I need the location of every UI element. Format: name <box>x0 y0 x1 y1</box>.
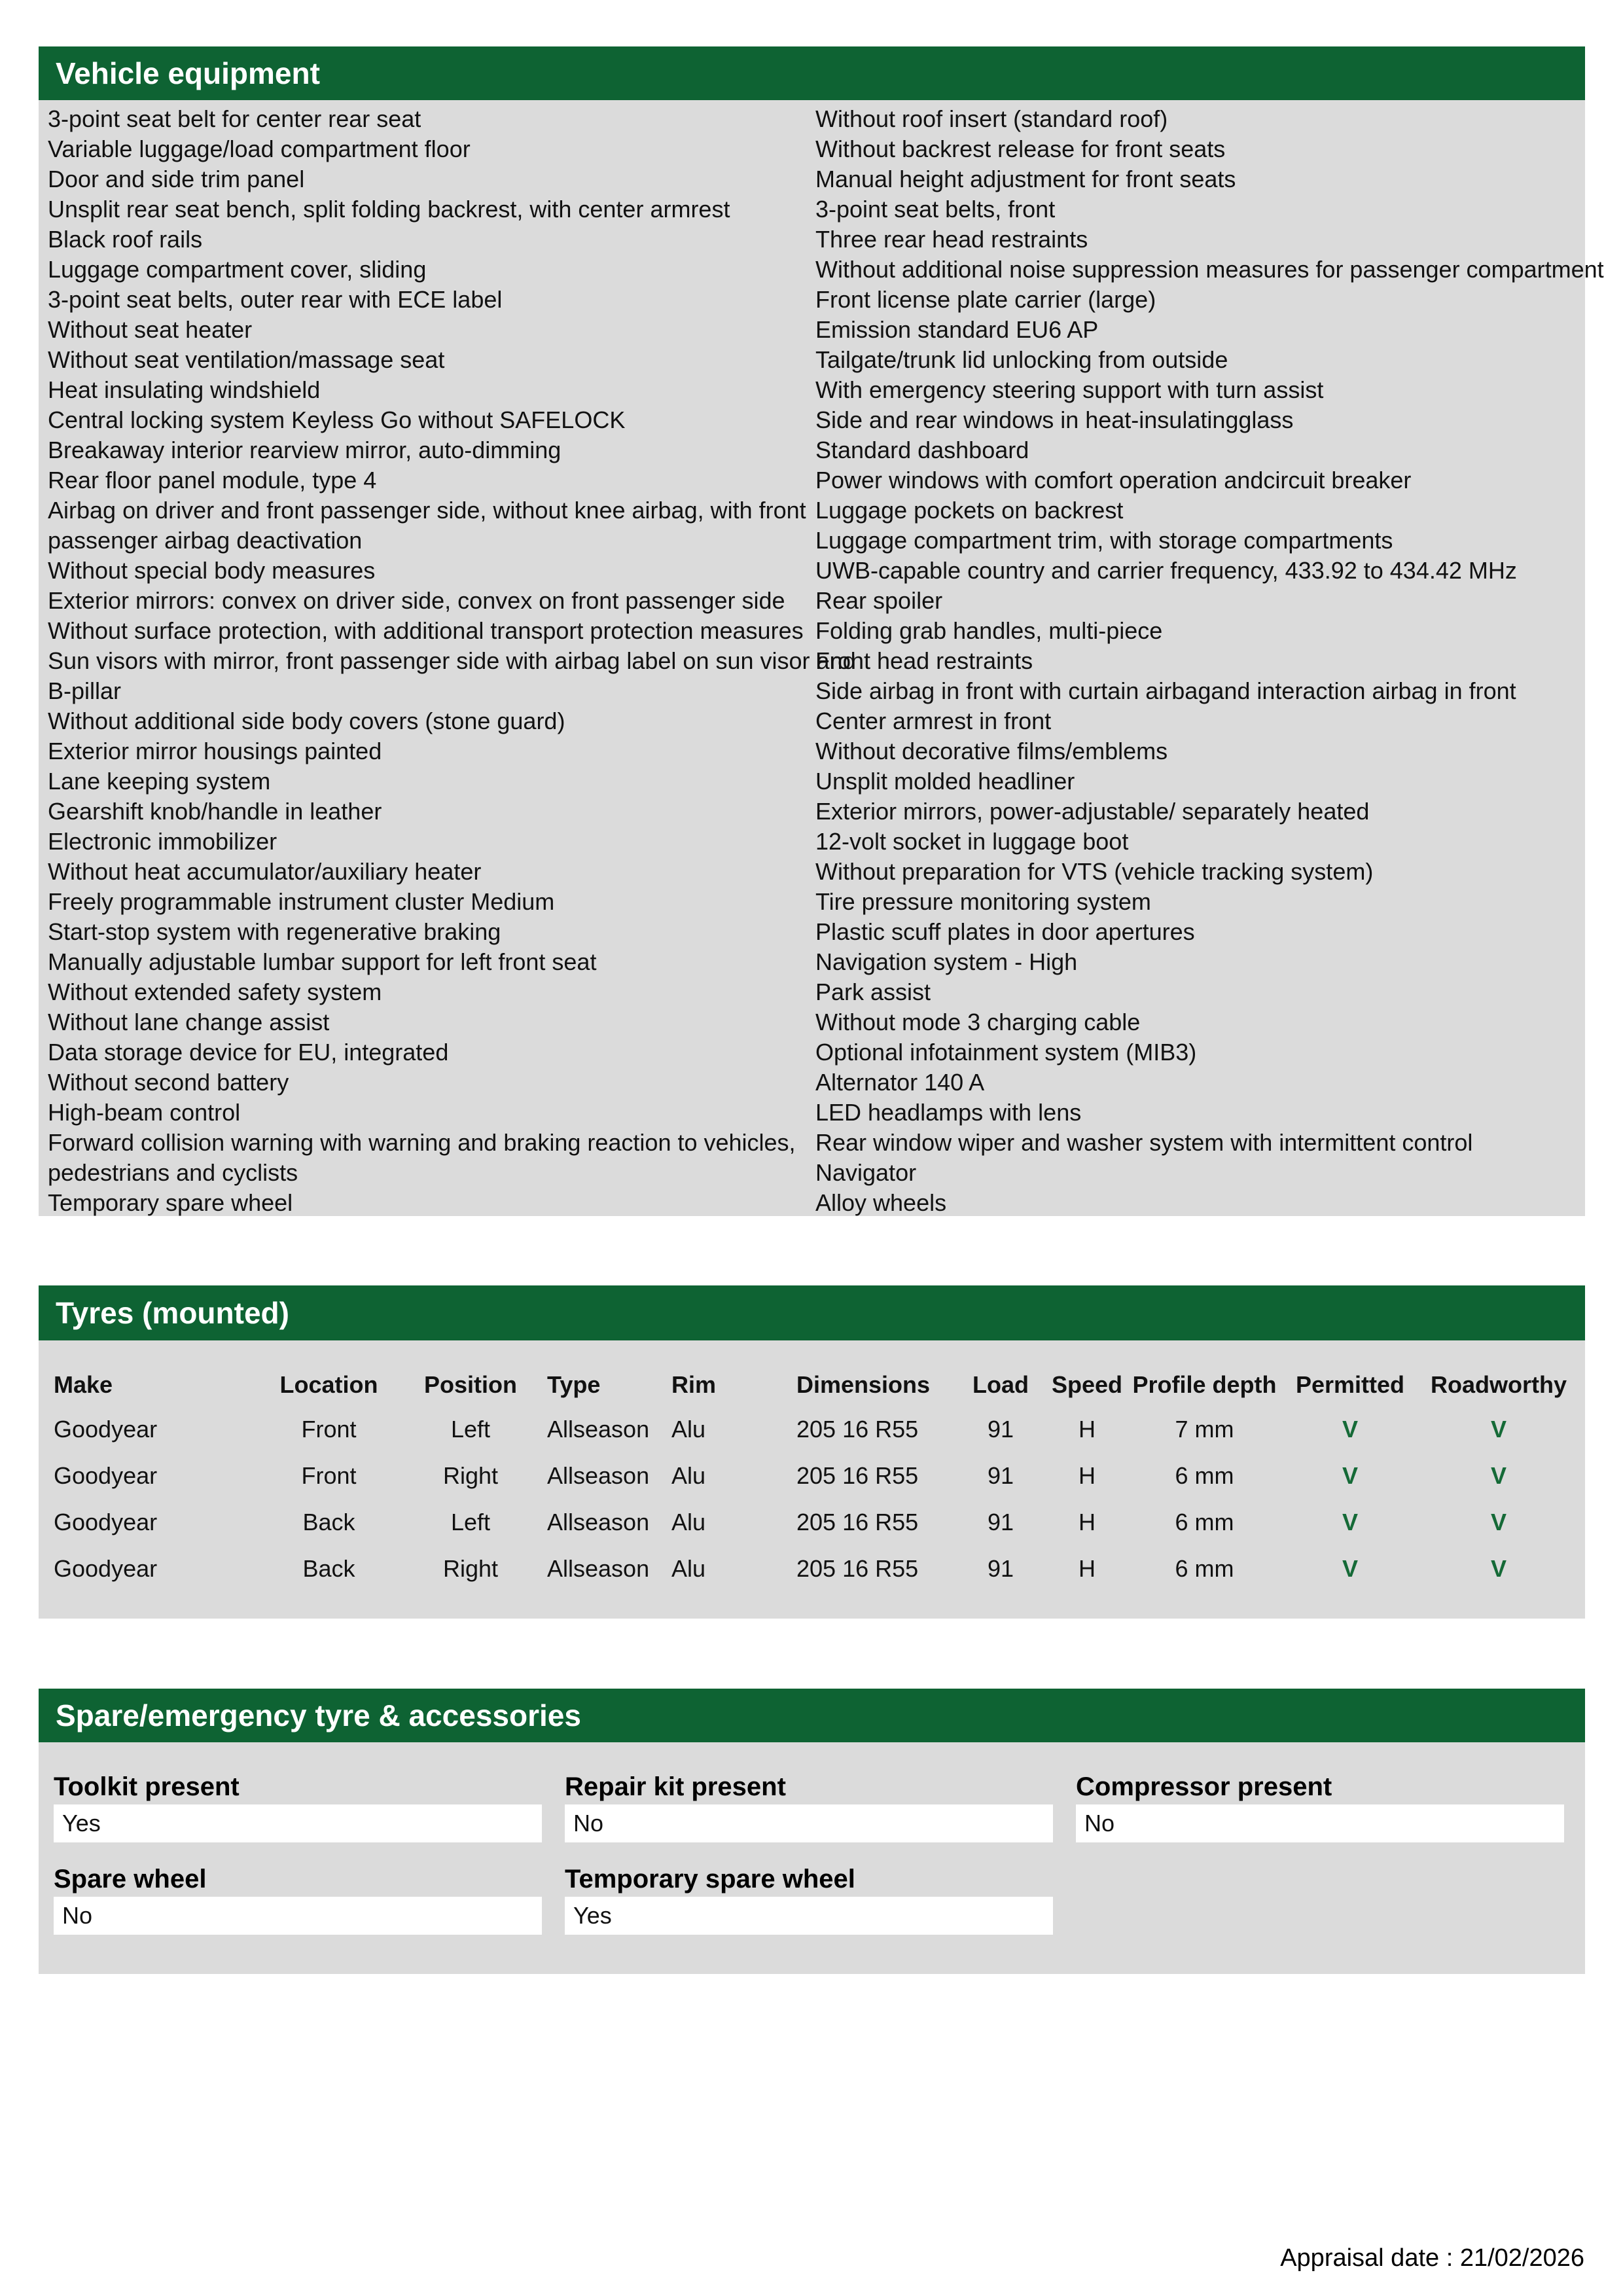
equipment-item: Optional infotainment system (MIB3) <box>815 1039 1197 1066</box>
equipment-item: UWB-capable country and carrier frequency, 433.92 to 434.42 MHz <box>815 557 1517 584</box>
spare-emergency-title: Spare/emergency tyre & accessories <box>56 1698 581 1732</box>
equipment-list-right <box>815 104 1604 1218</box>
equipment-item: pedestrians and cyclists <box>48 1159 298 1186</box>
equipment-item: Without additional side body covers (stone guard) <box>48 708 565 734</box>
tyre-cell: H <box>1079 1462 1096 1489</box>
equipment-item: Start-stop system with regenerative braking <box>48 918 501 945</box>
equipment-item: Plastic scuff plates in door apertures <box>815 918 1195 945</box>
tyres-mounted-header <box>39 1285 1585 1340</box>
spare-field-label: Compressor present <box>1076 1772 1332 1801</box>
equipment-item: Forward collision warning with warning and braking reaction to vehicles, <box>48 1129 796 1156</box>
tyre-cell: 91 <box>987 1554 1014 1582</box>
tyre-column-header: Permitted <box>1295 1371 1405 1398</box>
tyre-cell: Front <box>301 1462 357 1489</box>
equipment-item: Luggage pockets on backrest <box>815 497 1124 524</box>
equipment-item: Tailgate/trunk lid unlocking from outside <box>815 346 1228 373</box>
equipment-item: Breakaway interior rearview mirror, auto-dimming <box>48 437 562 463</box>
equipment-item: Park assist <box>815 978 931 1005</box>
tyre-cell: 91 <box>987 1462 1014 1489</box>
spare-field-value-box: No <box>54 1897 542 1935</box>
tyre-cell: Left <box>450 1415 491 1443</box>
equipment-item: With emergency steering support with turn assist <box>815 376 1324 403</box>
spare-emergency-body <box>39 1742 1585 1974</box>
equipment-item: Folding grab handles, multi-piece <box>815 617 1163 644</box>
spare-field-label: Temporary spare wheel <box>565 1865 855 1893</box>
tyre-cell: Alu <box>671 1415 706 1443</box>
equipment-item: Manual height adjustment for front seats <box>815 166 1236 192</box>
equipment-item: Without heat accumulator/auxiliary heater <box>48 858 482 885</box>
equipment-item: Without additional noise suppression measures for passenger compartment <box>815 256 1604 283</box>
tyre-row <box>54 1499 1585 1545</box>
spare-field-value-box: Yes <box>54 1804 542 1842</box>
vehicle-equipment-section <box>39 46 1604 1216</box>
equipment-item: 3-point seat belts, outer rear with ECE label <box>48 286 503 313</box>
equipment-item: Electronic immobilizer <box>48 828 277 855</box>
tyre-column-header: Dimensions <box>796 1371 931 1398</box>
tyres-table <box>39 1340 1585 1619</box>
spare-field-label: Repair kit present <box>565 1772 786 1801</box>
equipment-item: Without backrest release for front seats <box>815 135 1226 162</box>
spare-field-value-box: No <box>565 1804 1053 1842</box>
equipment-item: Freely programmable instrument cluster Medium <box>48 888 555 915</box>
equipment-item: B-pillar <box>48 677 122 704</box>
tyre-column-header: Rim <box>671 1371 717 1398</box>
equipment-list-left <box>48 104 856 1218</box>
equipment-item: Without surface protection, with additional transport protection measures <box>48 617 804 644</box>
tyre-check-mark: V <box>1342 1415 1358 1443</box>
tyre-cell: Front <box>301 1415 357 1443</box>
equipment-item: Front head restraints <box>815 647 1033 674</box>
equipment-item: Emission standard EU6 AP <box>815 316 1099 343</box>
tyre-row <box>54 1545 1585 1592</box>
tyre-cell: Alu <box>671 1462 706 1489</box>
equipment-item: Exterior mirrors, power-adjustable/ separately heated <box>815 798 1370 825</box>
equipment-item: Without lane change assist <box>48 1009 330 1035</box>
equipment-item: Without special body measures <box>48 557 376 584</box>
tyres-mounted-title: Tyres (mounted) <box>56 1296 289 1330</box>
equipment-item: Heat insulating windshield <box>48 376 321 403</box>
equipment-item: Exterior mirrors: convex on driver side, convex on front passenger side <box>48 587 785 614</box>
equipment-item: Central locking system Keyless Go without SAFELOCK <box>48 406 626 433</box>
equipment-item: Without roof insert (standard roof) <box>815 105 1168 132</box>
tyres-mounted-section <box>39 1285 1585 1619</box>
equipment-item: Airbag on driver and front passenger side, without knee airbag, with front <box>48 497 806 524</box>
tyre-cell: Goodyear <box>54 1554 158 1582</box>
equipment-item: High-beam control <box>48 1099 241 1126</box>
spare-field-label: Spare wheel <box>54 1865 207 1893</box>
equipment-item: Data storage device for EU, integrated <box>48 1039 449 1066</box>
tyre-column-header: Position <box>424 1371 517 1398</box>
tyre-cell: 205 16 R55 <box>796 1554 919 1582</box>
tyre-cell: 205 16 R55 <box>796 1415 919 1443</box>
tyre-cell: 6 mm <box>1175 1508 1234 1535</box>
equipment-item: Center armrest in front <box>815 708 1052 734</box>
tyre-cell: Goodyear <box>54 1462 158 1489</box>
tyre-table-header-row <box>54 1372 1585 1398</box>
equipment-item: Alternator 140 A <box>815 1069 985 1096</box>
tyre-check-mark: V <box>1490 1508 1507 1535</box>
tyre-cell: 205 16 R55 <box>796 1462 919 1489</box>
equipment-item: Without extended safety system <box>48 978 382 1005</box>
equipment-item: Side airbag in front with curtain airbagand interaction airbag in front <box>815 677 1516 704</box>
equipment-item: passenger airbag deactivation <box>48 527 363 554</box>
tyre-column-header: Speed <box>1051 1371 1123 1398</box>
tyre-column-header: Load <box>972 1371 1029 1398</box>
equipment-item: Without mode 3 charging cable <box>815 1009 1141 1035</box>
tyre-check-mark: V <box>1490 1554 1507 1582</box>
equipment-item: Lane keeping system <box>48 768 271 795</box>
tyre-cell: Alu <box>671 1554 706 1582</box>
equipment-item: Manually adjustable lumbar support for left front seat <box>48 948 597 975</box>
tyre-cell: H <box>1079 1415 1096 1443</box>
equipment-item: Front license plate carrier (large) <box>815 286 1156 313</box>
tyre-cell: Allseason <box>547 1508 650 1535</box>
tyre-column-header: Profile depth <box>1132 1371 1277 1398</box>
equipment-item: Black roof rails <box>48 226 203 253</box>
equipment-item: 3-point seat belt for center rear seat <box>48 105 421 132</box>
tyre-row <box>54 1452 1585 1499</box>
equipment-item: Door and side trim panel <box>48 166 305 192</box>
tyre-cell: 7 mm <box>1175 1415 1234 1443</box>
spare-field <box>1076 1772 1564 1842</box>
spare-emergency-header <box>39 1689 1585 1742</box>
equipment-item: Navigation system - High <box>815 948 1078 975</box>
spare-field <box>54 1772 542 1842</box>
tyre-cell: Goodyear <box>54 1508 158 1535</box>
equipment-item: Without decorative films/emblems <box>815 738 1168 764</box>
equipment-item: Tire pressure monitoring system <box>815 888 1151 915</box>
equipment-item: Alloy wheels <box>815 1189 947 1216</box>
spare-field <box>565 1772 1053 1842</box>
tyre-check-mark: V <box>1342 1462 1358 1489</box>
tyre-check-mark: V <box>1342 1554 1358 1582</box>
equipment-item: Sun visors with mirror, front passenger side with airbag label on sun visor and <box>48 647 856 674</box>
tyre-column-header: Make <box>54 1371 113 1398</box>
equipment-item: Side and rear windows in heat-insulatingglass <box>815 406 1294 433</box>
tyre-cell: Allseason <box>547 1554 650 1582</box>
equipment-item: Three rear head restraints <box>815 226 1088 253</box>
vehicle-equipment-title: Vehicle equipment <box>56 56 320 90</box>
equipment-item: Without preparation for VTS (vehicle tracking system) <box>815 858 1374 885</box>
spare-field <box>54 1865 542 1935</box>
equipment-item: Standard dashboard <box>815 437 1029 463</box>
tyre-cell: H <box>1079 1508 1096 1535</box>
equipment-item: Temporary spare wheel <box>48 1189 293 1216</box>
equipment-item: Rear floor panel module, type 4 <box>48 467 377 493</box>
equipment-item: Unsplit rear seat bench, split folding backrest, with center armrest <box>48 196 730 223</box>
tyre-cell: Allseason <box>547 1462 650 1489</box>
vehicle-equipment-header <box>39 46 1585 100</box>
tyre-cell: 205 16 R55 <box>796 1508 919 1535</box>
tyre-cell: Left <box>450 1508 491 1535</box>
equipment-item: Variable luggage/load compartment floor <box>48 135 471 162</box>
tyre-cell: 91 <box>987 1415 1014 1443</box>
spare-field-value-box: No <box>1076 1804 1564 1842</box>
tyre-column-header: Roadworthy <box>1430 1371 1567 1398</box>
tyre-cell: Right <box>442 1462 499 1489</box>
tyre-cell: H <box>1079 1554 1096 1582</box>
equipment-item: Power windows with comfort operation andcircuit breaker <box>815 467 1412 493</box>
equipment-item: Gearshift knob/handle in leather <box>48 798 382 825</box>
tyre-cell: Right <box>442 1554 499 1582</box>
equipment-item: Unsplit molded headliner <box>815 768 1075 795</box>
equipment-item: 3-point seat belts, front <box>815 196 1056 223</box>
equipment-item: 12-volt socket in luggage boot <box>815 828 1129 855</box>
tyre-cell: Allseason <box>547 1415 650 1443</box>
tyre-check-mark: V <box>1342 1508 1358 1535</box>
tyre-check-mark: V <box>1490 1462 1507 1489</box>
equipment-item: Luggage compartment cover, sliding <box>48 256 427 283</box>
tyre-column-header: Type <box>547 1371 601 1398</box>
equipment-item: Without second battery <box>48 1069 289 1096</box>
equipment-item: LED headlamps with lens <box>815 1099 1082 1126</box>
tyre-cell: 91 <box>987 1508 1014 1535</box>
equipment-item: Without seat heater <box>48 316 253 343</box>
spare-field-label: Toolkit present <box>54 1772 240 1801</box>
tyre-cell: Goodyear <box>54 1415 158 1443</box>
equipment-item: Exterior mirror housings painted <box>48 738 382 764</box>
spare-emergency-section <box>39 1689 1585 1974</box>
spare-field-value-box: Yes <box>565 1897 1053 1935</box>
equipment-item: Without seat ventilation/massage seat <box>48 346 445 373</box>
tyre-cell: 6 mm <box>1175 1462 1234 1489</box>
spare-field <box>565 1865 1053 1935</box>
tyre-cell: 6 mm <box>1175 1554 1234 1582</box>
equipment-item: Luggage compartment trim, with storage compartments <box>815 527 1393 554</box>
appraisal-date: Appraisal date : 21/02/2026 <box>1280 2244 1584 2272</box>
tyre-cell: Back <box>302 1508 355 1535</box>
vehicle-equipment-body <box>39 100 1604 1216</box>
tyre-check-mark: V <box>1490 1415 1507 1443</box>
equipment-item: Navigator <box>815 1159 917 1186</box>
tyre-cell: Back <box>302 1554 355 1582</box>
tyre-column-header: Location <box>279 1371 378 1398</box>
equipment-item: Rear window wiper and washer system with intermittent control <box>815 1129 1473 1156</box>
equipment-item: Rear spoiler <box>815 587 943 614</box>
tyre-row <box>54 1406 1585 1452</box>
tyre-table-rows <box>54 1406 1585 1592</box>
tyre-cell: Alu <box>671 1508 706 1535</box>
